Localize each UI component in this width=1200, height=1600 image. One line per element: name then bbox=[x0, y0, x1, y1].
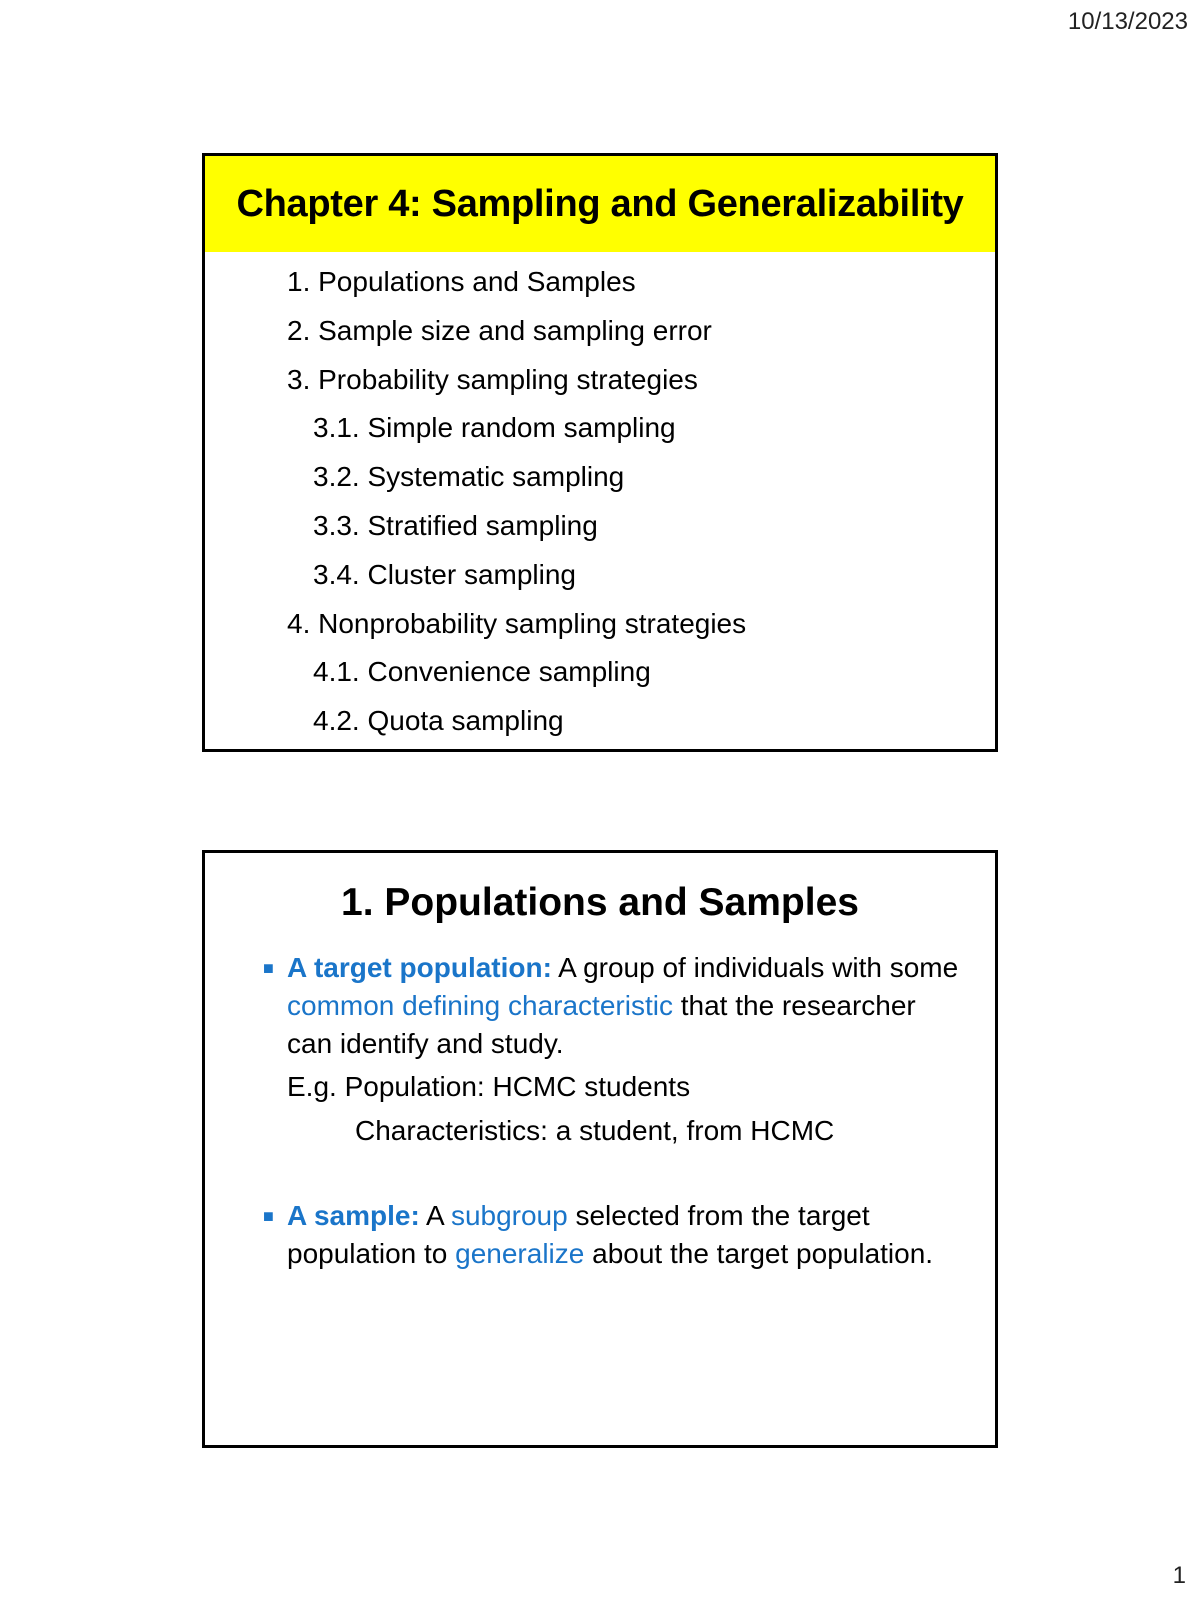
slide-title: 1. Populations and Samples bbox=[341, 881, 859, 924]
outline-list bbox=[287, 266, 746, 754]
highlight-text: subgroup bbox=[450, 1200, 568, 1231]
outline-subitem: 3.4. Cluster sampling bbox=[313, 558, 577, 590]
highlight-text: common defining characteristic bbox=[287, 990, 673, 1021]
page-number: 1 bbox=[1172, 1562, 1186, 1589]
outline-subitem: 3.3. Stratified sampling bbox=[313, 509, 598, 541]
definition-text: that the researcher can identify and study. bbox=[287, 990, 916, 1059]
outline-subitem: 3.2. Systematic sampling bbox=[313, 461, 625, 493]
outline-subitem: 3.1. Simple random sampling bbox=[313, 412, 676, 444]
example-line: Characteristics: a student, from HCMC bbox=[355, 1115, 835, 1146]
highlight-text: generalize bbox=[455, 1238, 585, 1269]
slide-title: Chapter 4: Sampling and Generalizability bbox=[205, 156, 995, 252]
outline-item: 1. Populations and Samples bbox=[287, 266, 636, 297]
term-label: A target population: bbox=[287, 952, 552, 983]
date-stamp: 10/13/2023 bbox=[1067, 8, 1188, 35]
example-line: E.g. Population: HCMC students bbox=[287, 1071, 691, 1102]
definition-sample bbox=[263, 1197, 965, 1273]
slide-chapter-outline bbox=[202, 153, 998, 752]
definition-target-population bbox=[263, 949, 965, 1153]
outline-item: 3. Probability sampling strategies bbox=[287, 363, 698, 395]
definition-text: A group of individuals with some bbox=[551, 952, 959, 983]
outline-subitem: 4.1. Convenience sampling bbox=[313, 656, 651, 688]
term-label: A sample: bbox=[287, 1200, 420, 1231]
definition-text: selected from the target population to bbox=[287, 1200, 870, 1269]
outline-item: 4. Nonprobability sampling strategies bbox=[287, 607, 747, 639]
square-bullet-icon: ■ bbox=[263, 1206, 274, 1226]
definition-text: about the target population. bbox=[584, 1238, 934, 1269]
outline-item: 2. Sample size and sampling error bbox=[287, 314, 712, 346]
square-bullet-icon: ■ bbox=[263, 958, 274, 978]
outline-subitem: 4.2. Quota sampling bbox=[313, 705, 564, 737]
slide-populations-samples bbox=[202, 850, 998, 1448]
definition-text: A bbox=[419, 1200, 451, 1231]
